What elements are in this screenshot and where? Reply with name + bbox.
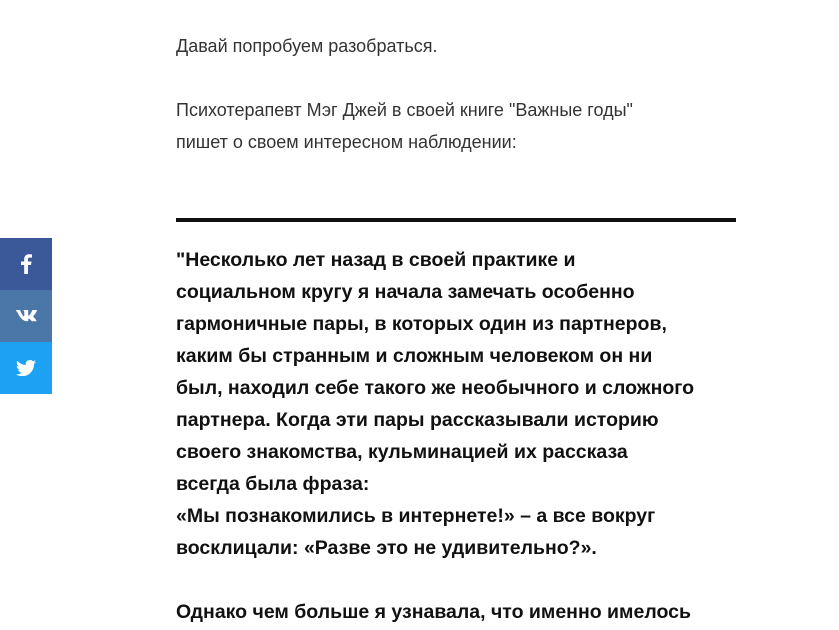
intro-paragraph: Давай попробуем разобраться.	[176, 36, 438, 56]
psychotherapist-paragraph	[176, 94, 736, 158]
quote-line: «Мы познакомились в интернете!» – а все вокруг	[176, 505, 656, 527]
quote-line: своего знакомства, кульминацией их рассказа	[176, 441, 628, 463]
quote-line: каким бы странным и сложным человеком он ни	[176, 345, 653, 367]
quote-line: социальном кругу я начала замечать особенно	[176, 281, 635, 303]
blockquote	[176, 244, 746, 564]
vk-icon	[15, 309, 37, 323]
twitter-share-button[interactable]	[0, 342, 52, 394]
quote-line: гармоничные пары, в которых один из партнеров,	[176, 313, 667, 335]
quote-line: восклицали: «Разве это не удивительно?».	[176, 537, 597, 559]
social-share-bar	[0, 238, 52, 394]
quote-line: всегда была фраза:	[176, 473, 370, 495]
vk-share-button[interactable]	[0, 290, 52, 342]
quote-divider	[176, 218, 736, 222]
quote-line: партнера. Когда эти пары рассказывали историю	[176, 409, 659, 431]
facebook-share-button[interactable]	[0, 238, 52, 290]
psychotherapist-line-2: пишет о своем интересном наблюдении:	[176, 132, 517, 152]
quote-line: "Несколько лет назад в своей практике и	[176, 249, 576, 271]
quote-line: был, находил себе такого же необычного и сложного	[176, 377, 695, 399]
facebook-icon	[20, 254, 32, 274]
quote-continuation: Однако чем больше я узнавала, что именно имелось	[176, 601, 691, 623]
twitter-icon	[16, 360, 36, 376]
psychotherapist-line-1: Психотерапевт Мэг Джей в своей книге "Важные годы"	[176, 100, 633, 120]
